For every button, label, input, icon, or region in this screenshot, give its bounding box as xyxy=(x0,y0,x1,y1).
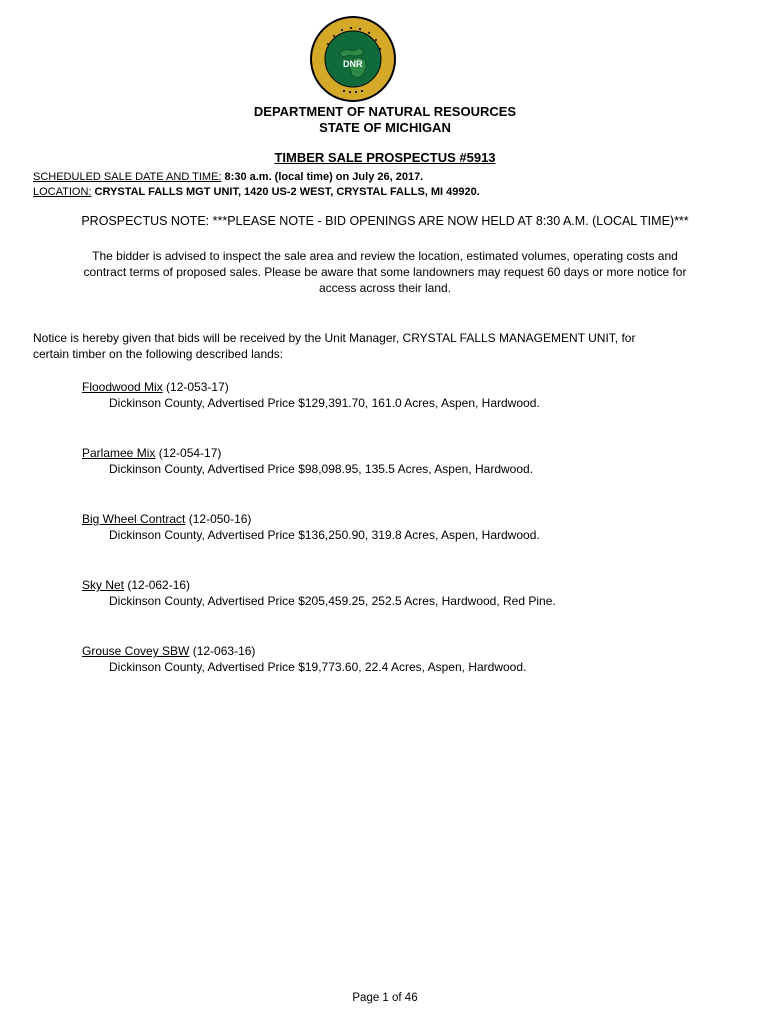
sale-item xyxy=(82,379,540,411)
bidder-advisory xyxy=(60,248,710,296)
sale-item xyxy=(82,445,533,477)
advisory-line: contract terms of proposed sales. Please be aware that some landowners may request 60 days or more notice for xyxy=(83,265,687,279)
prospectus-title: TIMBER SALE PROSPECTUS #5913 xyxy=(274,150,496,165)
sale-name: Parlamee Mix xyxy=(82,446,156,460)
sale-detail: Dickinson County, Advertised Price $19,773.60, 22.4 Acres, Aspen, Hardwood. xyxy=(109,660,527,674)
sale-number: (12-054-17) xyxy=(155,446,222,460)
page-number: Page 1 of 46 xyxy=(352,992,418,1004)
advisory-line: The bidder is advised to inspect the sale area and review the location, estimated volumes, operating costs and xyxy=(92,249,678,263)
sale-number: (12-062-16) xyxy=(124,578,191,592)
sale-heading xyxy=(82,445,533,461)
sale-item xyxy=(82,577,556,609)
sale-detail: Dickinson County, Advertised Price $129,391.70, 161.0 Acres, Aspen, Hardwood. xyxy=(109,396,540,410)
sale-location-label: LOCATION: xyxy=(33,186,92,198)
sale-number: (12-050-16) xyxy=(185,512,252,526)
sale-location xyxy=(33,185,480,199)
bid-notice xyxy=(33,330,713,362)
state-name: STATE OF MICHIGAN xyxy=(319,120,451,135)
sale-name: Floodwood Mix xyxy=(82,380,163,394)
sale-number: (12-063-16) xyxy=(189,644,256,658)
dnr-seal-icon xyxy=(309,15,397,103)
notice-line: certain timber on the following described lands: xyxy=(33,347,284,361)
svg-text:DNR: DNR xyxy=(343,59,363,69)
sale-heading xyxy=(82,643,526,659)
scheduled-sale-date-value: 8:30 a.m. (local time) on July 26, 2017. xyxy=(221,171,424,183)
sale-number: (12-053-17) xyxy=(162,380,229,394)
dnr-logo xyxy=(309,15,397,103)
department-name: DEPARTMENT OF NATURAL RESOURCES xyxy=(253,104,517,119)
sale-name: Big Wheel Contract xyxy=(82,512,186,526)
sale-heading xyxy=(82,379,540,395)
sale-heading xyxy=(82,511,540,527)
sale-name: Sky Net xyxy=(82,578,125,592)
sale-name: Grouse Covey SBW xyxy=(82,644,190,658)
sale-heading xyxy=(82,577,556,593)
scheduled-sale-date-label: SCHEDULED SALE DATE AND TIME: xyxy=(33,171,222,183)
sale-item xyxy=(82,643,526,675)
advisory-line: access across their land. xyxy=(318,281,452,295)
sale-detail: Dickinson County, Advertised Price $205,459.25, 252.5 Acres, Hardwood, Red Pine. xyxy=(109,594,556,608)
department-heading xyxy=(0,104,770,136)
scheduled-sale-date xyxy=(33,170,423,184)
sale-detail: Dickinson County, Advertised Price $136,250.90, 319.8 Acres, Aspen, Hardwood. xyxy=(109,528,540,542)
prospectus-note: PROSPECTUS NOTE: ***PLEASE NOTE - BID OPENINGS ARE NOW HELD AT 8:30 A.M. (LOCAL TIME)*** xyxy=(81,214,689,228)
notice-line: Notice is hereby given that bids will be received by the Unit Manager, CRYSTAL FALLS MANAGEMENT UNIT, for xyxy=(33,331,636,345)
sale-detail: Dickinson County, Advertised Price $98,098.95, 135.5 Acres, Aspen, Hardwood. xyxy=(109,462,534,476)
sale-location-value: CRYSTAL FALLS MGT UNIT, 1420 US-2 WEST, CRYSTAL FALLS, MI 49920. xyxy=(91,186,480,198)
sale-item xyxy=(82,511,540,543)
